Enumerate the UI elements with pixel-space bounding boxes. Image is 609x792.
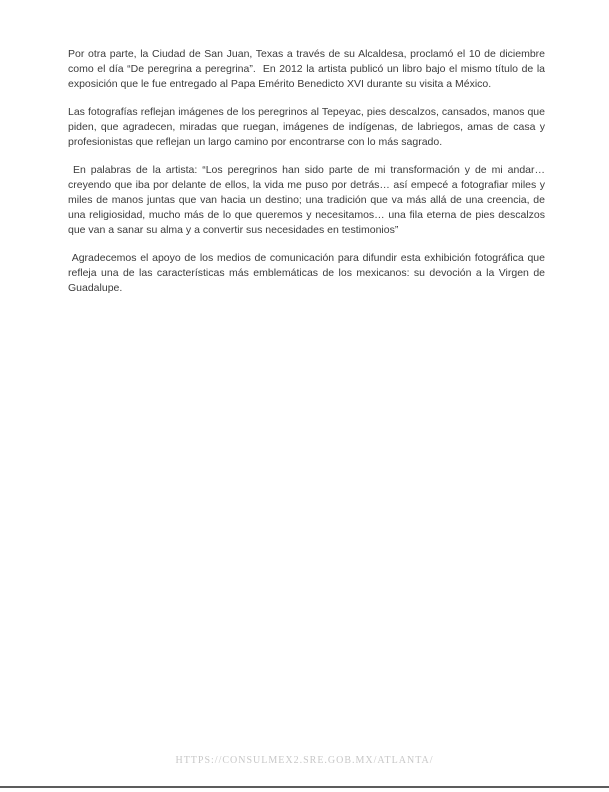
paragraph-san-juan-proclamation: Por otra parte, la Ciudad de San Juan, Texas a través de su Alcaldesa, proclamó el 10 de diciembre como el día “De peregrina a peregrina”. En 2012 la artista publicó un libro bajo el mismo título de la exposición que le fue entregado al Papa Emérito Benedicto XVI durante su visita a México.: [68, 48, 548, 90]
page-bottom-rule: [0, 786, 609, 788]
paragraph-artist-quote: En palabras de la artista: “Los peregrinos han sido parte de mi transformación y de mi andar… creyendo que iba por delante de ellos, la vida me puso por detrás… así empecé a fotografiar miles y miles de manos juntas que van hacia un destino; una tradición que va más allá de una creencia, de una religiosidad, mucho más de lo que queremos y necesitamos… una fila eterna de pies descalzos que van a sanar su alma y a convertir sus necesidades en testimonios”: [68, 164, 548, 236]
paragraph-media-thanks: Agradecemos el apoyo de los medios de comunicación para difundir esta exhibición fotográfica que refleja una de las características más emblemáticas de los mexicanos: su devoción a la Virgen de Guadalupe.: [68, 252, 548, 294]
document-body: [68, 47, 548, 309]
footer-url: HTTPS://CONSULMEX2.SRE.GOB.MX/ATLANTA/: [175, 755, 434, 766]
paragraph-photographs-description: Las fotografías reflejan imágenes de los peregrinos al Tepeyac, pies descalzos, cansados, manos que piden, que agradecen, miradas que ruegan, imágenes de indígenas, de labriegos, amas de casa y profesionistas que reflejan un largo camino por encontrarse con lo más sagrado.: [68, 106, 548, 148]
